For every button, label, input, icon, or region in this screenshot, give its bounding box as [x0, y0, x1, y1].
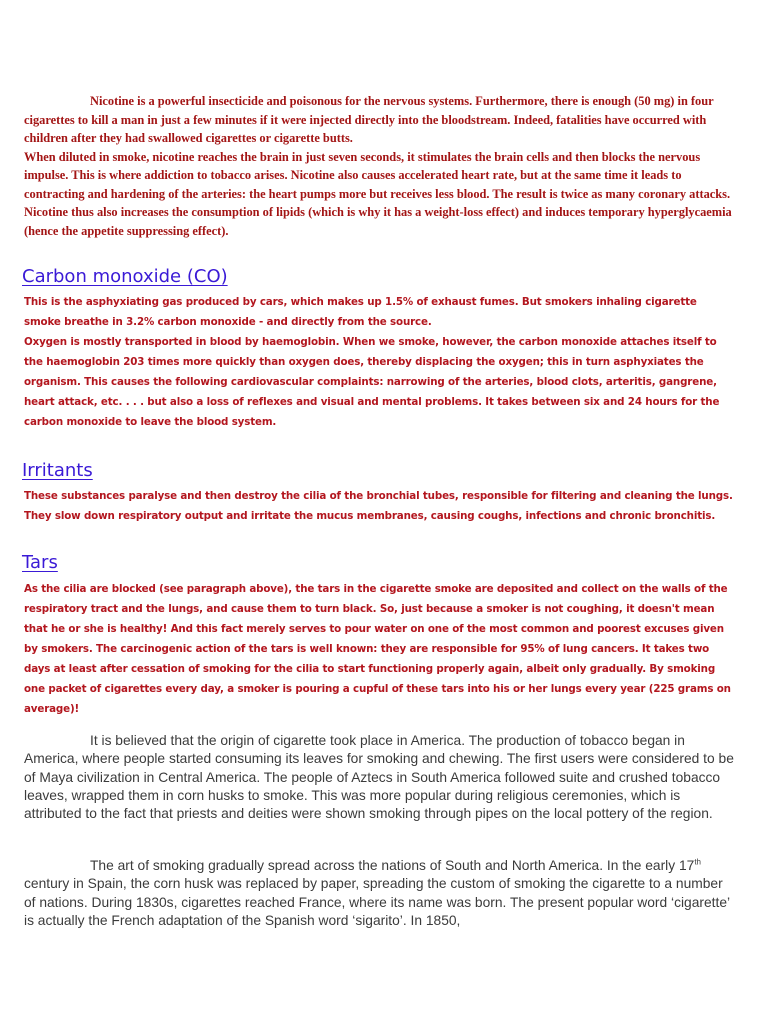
nicotine-paragraph-2: When diluted in smoke, nicotine reaches the brain in just seven seconds, it stimulates the brain cells and then blocks the nervous impulse. This is where addiction to tobacco arises. Nicotine also causes accelerated heart rate, but at the same time it leads to contracting and hardening of the arteries: the heart pumps more but receives less blood. The result is twice as many coronary attacks. Nicotine thus also increases the consumption of lipids (which is why it has a weight-loss effect) and induces temporary hyperglycaemia (hence the appetite suppressing effect).: [24, 149, 732, 238]
tars-section: [24, 579, 736, 719]
irritants-heading: Irritants: [22, 460, 93, 481]
tars-paragraph-1: As the cilia are blocked (see paragraph above), the tars in the cigarette smoke are deposited and collect on the walls of the respiratory tract and the lungs, and cause them to turn black. So, just because a smoker is not coughing, it doesn't mean that he or she is healthy! And this fact merely serves to pour water on one of the most common and poorest excuses given by smokers. The carcinogenic action of the tars is well known: they are responsible for 95% of lung cancers. It takes two days at least after cessation of smoking for the cilia to start functioning properly again, albeit only gradually. By smoking one packet of cigarettes every day, a smoker is pouring a cupful of these tars into his or her lungs every year (225 grams on average)!: [24, 583, 731, 715]
history-paragraph-1: It is believed that the origin of cigarette took place in America. The production of tobacco began in America, where people started consuming its leaves for smoking and chewing. The first users were considered to be of Maya civilization in Central America. The people of Aztecs in South America followed suite and crushed tobacco leaves, wrapped them in corn husks to smoke. This was more popular during religious ceremonies, which is attributed to the fact that priests and deities were shown smoking through pipes on the local pottery of the region.: [24, 733, 734, 822]
irritants-section: [24, 486, 736, 526]
nicotine-paragraph-1: Nicotine is a powerful insecticide and poisonous for the nervous systems. Furthermore, there is enough (50 mg) in four cigarettes to kill a man in just a few minutes if it were injected directly into the bloodstream. Indeed, fatalities have occurred with children after they had swallowed cigarettes or cigarette butts.: [24, 94, 714, 145]
carbon-monoxide-paragraph-2: Oxygen is mostly transported in blood by haemoglobin. When we smoke, however, the carbon monoxide attaches itself to the haemoglobin 203 times more quickly than oxygen does, thereby displacing the oxygen; this in turn asphyxiates the organism. This causes the following cardiovascular complaints: narrowing of the arteries, blood clots, arteritis, gangrene, heart attack, etc. . . . but also a loss of reflexes and visual and mental problems. It takes between six and 24 hours for the carbon monoxide to leave the blood system.: [24, 336, 720, 428]
irritants-paragraph-1: These substances paralyse and then destroy the cilia of the bronchial tubes, responsible for filtering and cleaning the lungs. They slow down respiratory output and irritate the mucus membranes, causing coughs, infections and chronic bronchitis.: [24, 490, 733, 522]
history-paragraph-2: The art of smoking gradually spread across the nations of South and North America. In the early 17th century in Spain, the corn husk was replaced by paper, spreading the custom of smoking the cigarette to a number of nations. During 1830s, cigarettes reached France, where its name was born. The present popular word ‘cigarette’ is actually the French adaptation of the Spanish word ‘sigarito’. In 1850,: [24, 857, 730, 928]
nicotine-section: [24, 92, 732, 240]
tars-heading: Tars: [22, 552, 58, 573]
carbon-monoxide-heading: Carbon monoxide (CO): [22, 266, 228, 287]
carbon-monoxide-paragraph-1: This is the asphyxiating gas produced by cars, which makes up 1.5% of exhaust fumes. But smokers inhaling cigarette smoke breathe in 3.2% carbon monoxide - and directly from the source.: [24, 296, 697, 328]
carbon-monoxide-section: [24, 292, 736, 432]
